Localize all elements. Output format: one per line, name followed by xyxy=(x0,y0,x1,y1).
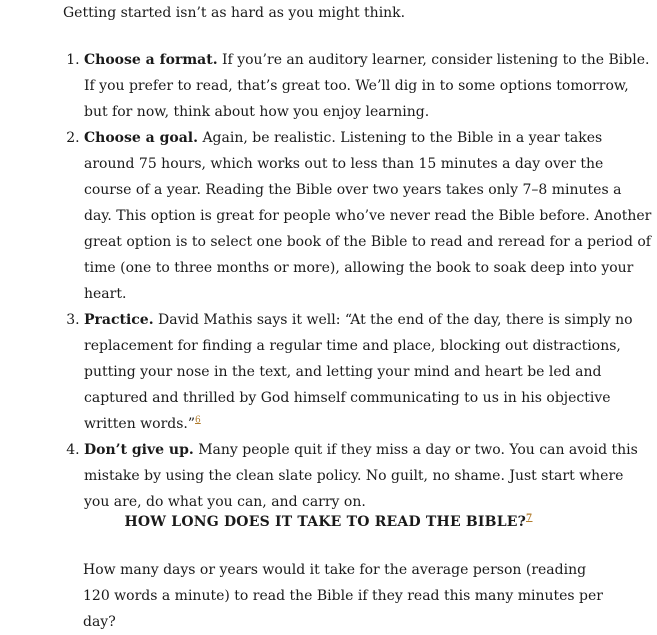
step-text: If you’re an auditory learner, consider listening to the Bible. If you prefer to read, that’s great too. We’ll dig in to some options tomorrow, but for now, think about how you enjoy learning. xyxy=(84,52,650,120)
step-text: Again, be realistic. Listening to the Bible in a year takes around 75 hours, which works out to less than 15 minutes a day over the course of a year. Reading the Bible over two years takes only 7–8 minutes a day. This option is great for people who’ve never read the Bible before. Another great option is to select one book of the Bible to read and reread for a period of time (one to three months or more), allowing the book to soak deep into your heart. xyxy=(84,130,652,302)
step-lead: Choose a format. xyxy=(84,52,218,68)
step-lead: Practice. xyxy=(84,312,154,328)
step-lead: Choose a goal. xyxy=(84,130,198,146)
section-heading-text: HOW LONG DOES IT TAKE TO READ THE BIBLE? xyxy=(124,514,527,530)
question-paragraph: How many days or years would it take for the average person (reading 120 words a minute) to read the Bible if they read this many minutes per day? xyxy=(83,562,603,630)
intro-paragraph: Getting started isn’t as hard as you might think. xyxy=(63,5,406,21)
footnote-link-6[interactable]: 6 xyxy=(195,415,201,426)
step-item-goal xyxy=(84,125,652,307)
section-heading xyxy=(0,512,657,532)
getting-started-steps xyxy=(42,47,652,515)
step-lead: Don’t give up. xyxy=(84,442,194,458)
footnote-link-7[interactable]: 7 xyxy=(526,513,533,524)
step-item-dont-give-up xyxy=(84,437,652,515)
step-text: David Mathis says it well: “At the end of the day, there is simply no replacement for finding a regular time and place, blocking out distractions, putting your nose in the text, and letting your mind and heart be led and captured and thrilled by God himself communicating to us in his objective written words.” xyxy=(84,312,633,432)
step-item-format xyxy=(84,47,652,125)
step-text: Many people quit if they miss a day or two. You can avoid this mistake by using the clean slate policy. No guilt, no shame. Just start where you are, do what you can, and carry on. xyxy=(84,442,638,510)
step-item-practice xyxy=(84,307,652,437)
